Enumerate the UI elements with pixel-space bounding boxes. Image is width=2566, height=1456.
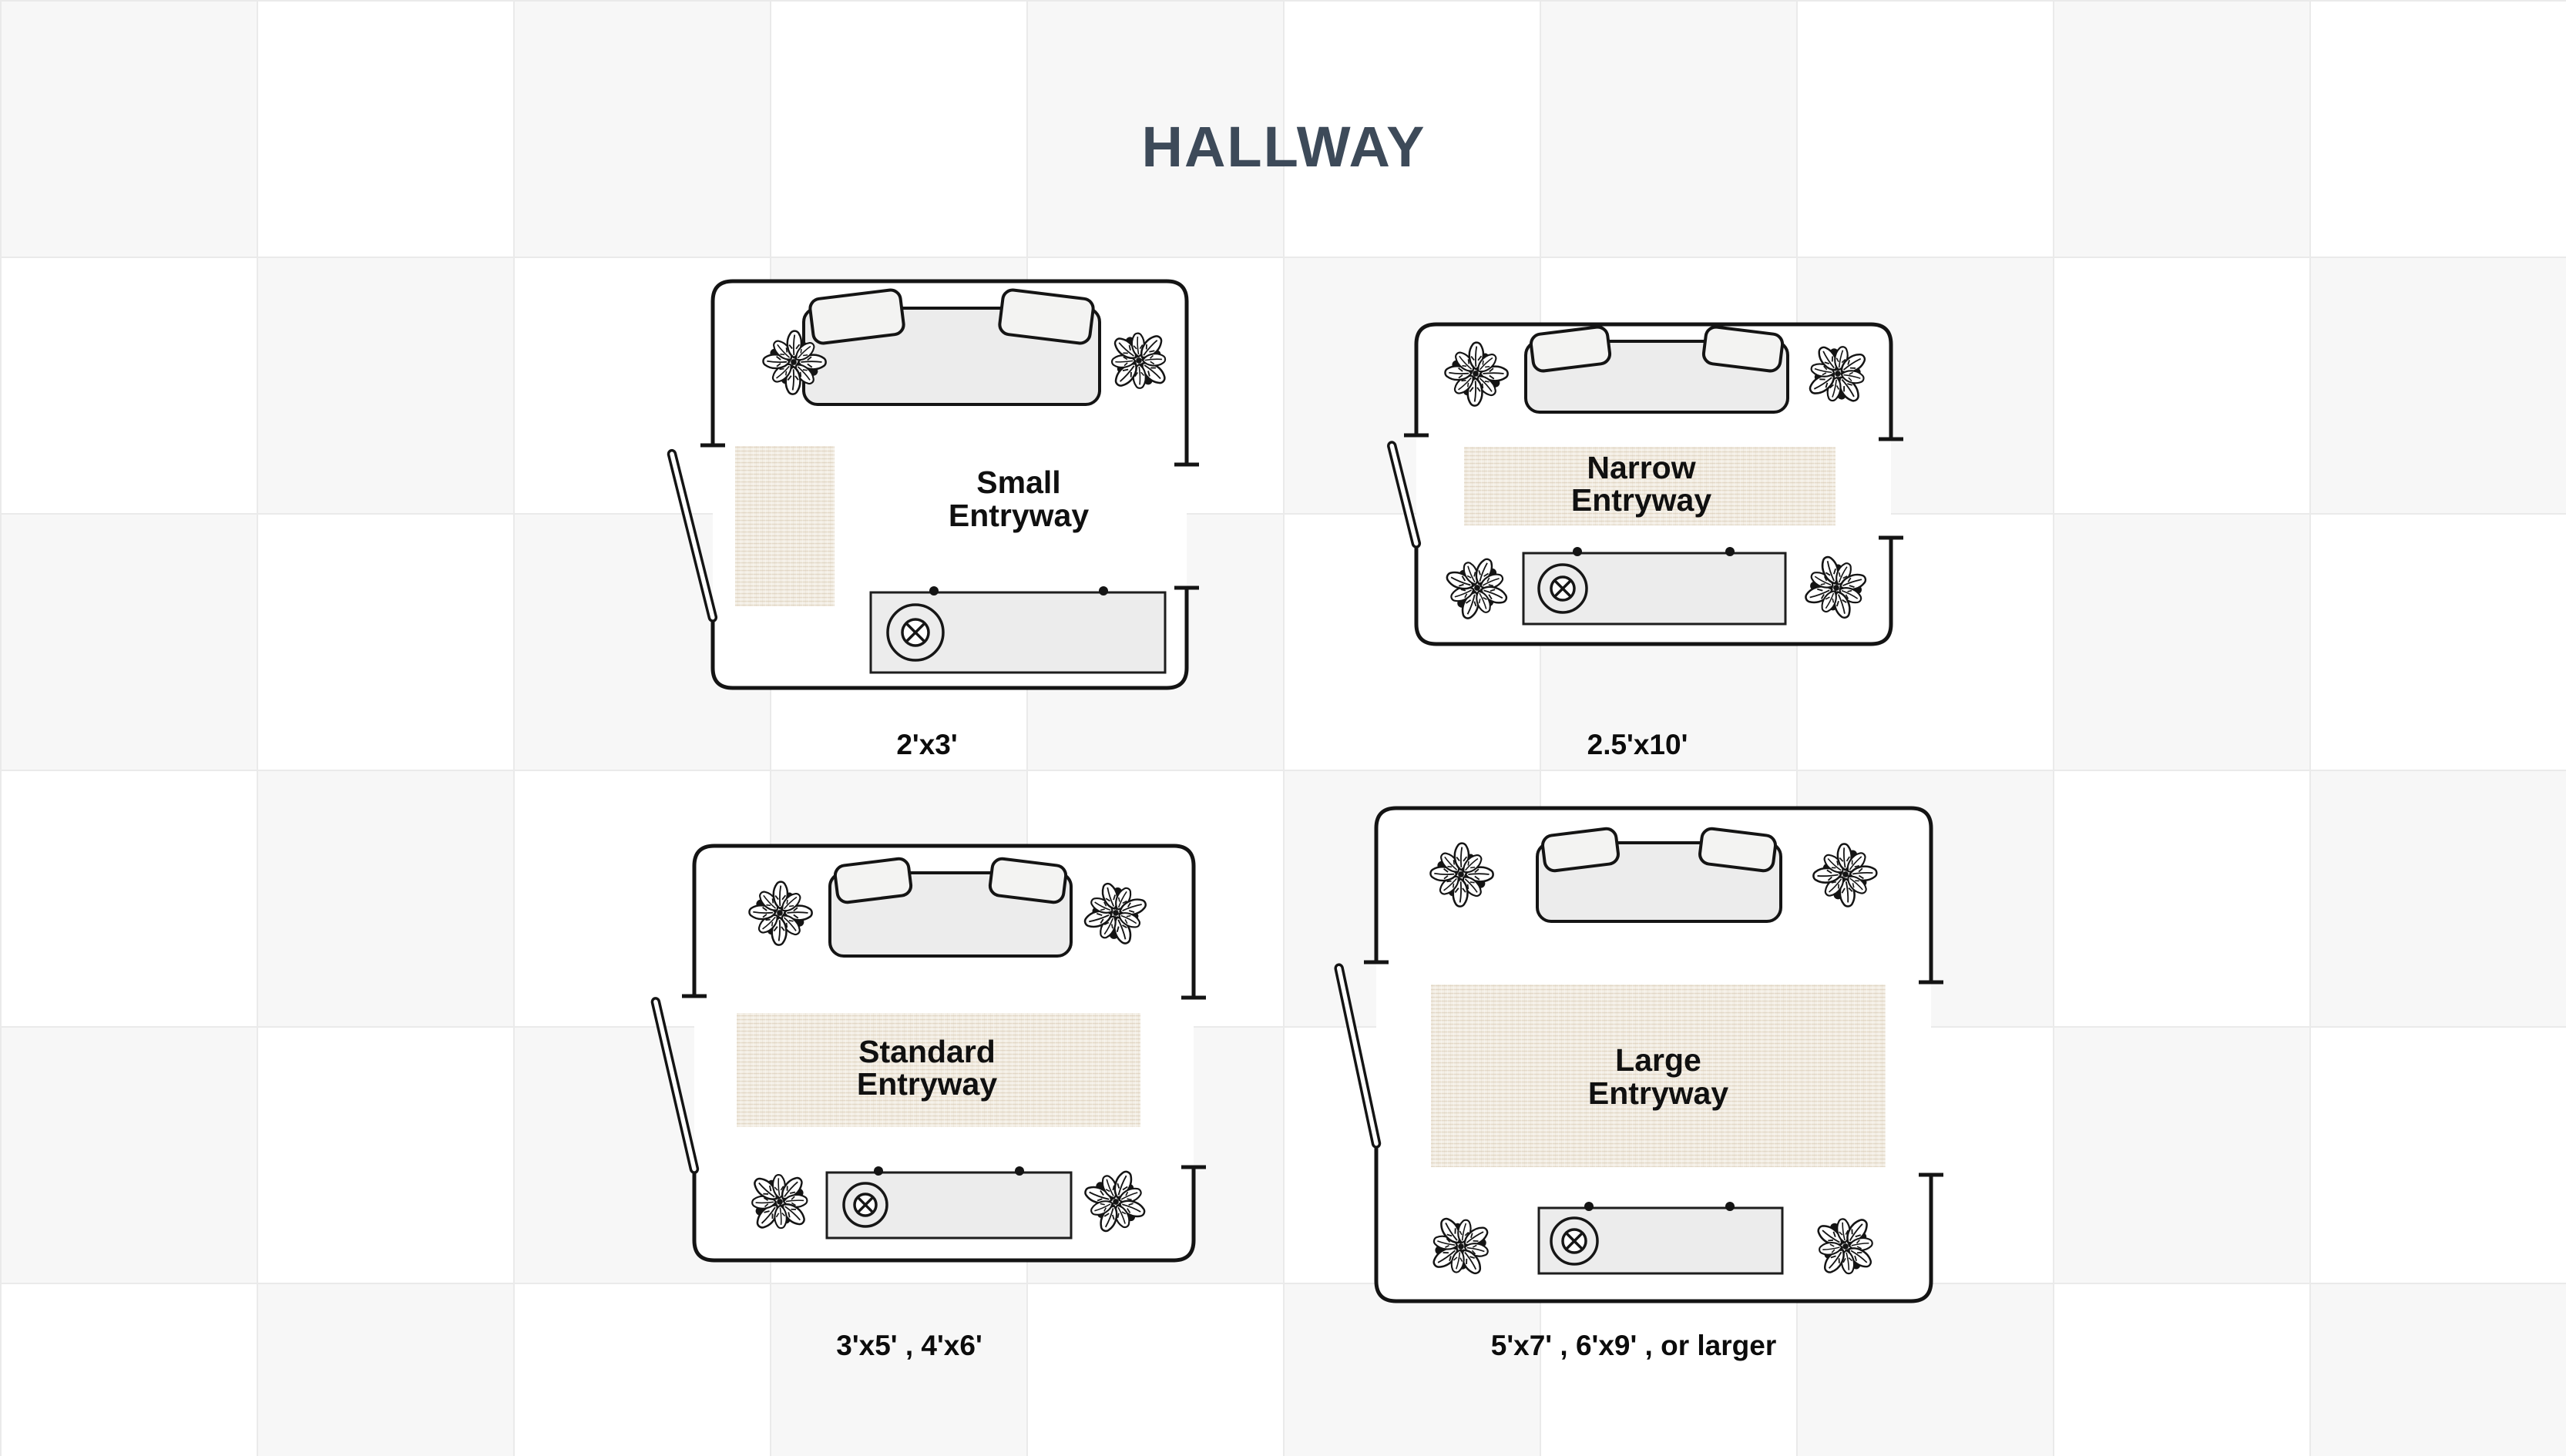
- bench-pillow: [809, 289, 905, 344]
- size-label-narrow-entryway: 2.5'x10': [1587, 729, 1688, 760]
- bench-pillow: [1530, 326, 1610, 372]
- console-knob: [1725, 547, 1735, 556]
- size-label-large-entryway: 5'x7' , 6'x9' , or larger: [1490, 1330, 1777, 1361]
- bench-pillow: [999, 289, 1094, 344]
- room-name-line1: Large: [1615, 1042, 1701, 1078]
- bench-pillow: [1542, 827, 1620, 871]
- bench-pillow: [1699, 827, 1777, 871]
- room-name-line2: Entryway: [1587, 1075, 1729, 1111]
- door-swing: [667, 450, 717, 622]
- room-name-line1: Standard: [858, 1034, 996, 1069]
- room-standard-entryway-diagram: [648, 800, 1240, 1307]
- room-name-line1: Narrow: [1587, 450, 1696, 485]
- size-label-small-entryway: 2'x3': [896, 729, 958, 760]
- room-small-entryway-diagram: [667, 235, 1233, 734]
- console-knob: [874, 1166, 883, 1176]
- page-title: HALLWAY: [1141, 115, 1426, 179]
- size-label-standard-entryway: 3'x5' , 4'x6': [836, 1330, 982, 1361]
- console-knob: [929, 586, 939, 595]
- bench-pillow: [834, 857, 912, 903]
- console-knob: [1573, 547, 1582, 556]
- room-narrow-entryway-diagram: [1370, 278, 1937, 690]
- room-name-line2: Entryway: [948, 498, 1090, 533]
- room-name-line2: Entryway: [856, 1066, 998, 1102]
- door-swing: [1335, 964, 1380, 1148]
- bench-pillow: [1702, 326, 1783, 372]
- console-knob: [1725, 1202, 1735, 1211]
- console-knob: [1099, 586, 1108, 595]
- runner-rug: [735, 446, 835, 606]
- room-name-line1: Small: [976, 465, 1061, 500]
- door-swing: [1388, 441, 1421, 548]
- room-large-entryway-diagram: [1330, 762, 1977, 1347]
- room-name-line2: Entryway: [1570, 482, 1712, 518]
- door-swing: [651, 998, 698, 1173]
- console-knob: [1584, 1202, 1594, 1211]
- console-knob: [1015, 1166, 1024, 1176]
- bench-pillow: [989, 857, 1066, 903]
